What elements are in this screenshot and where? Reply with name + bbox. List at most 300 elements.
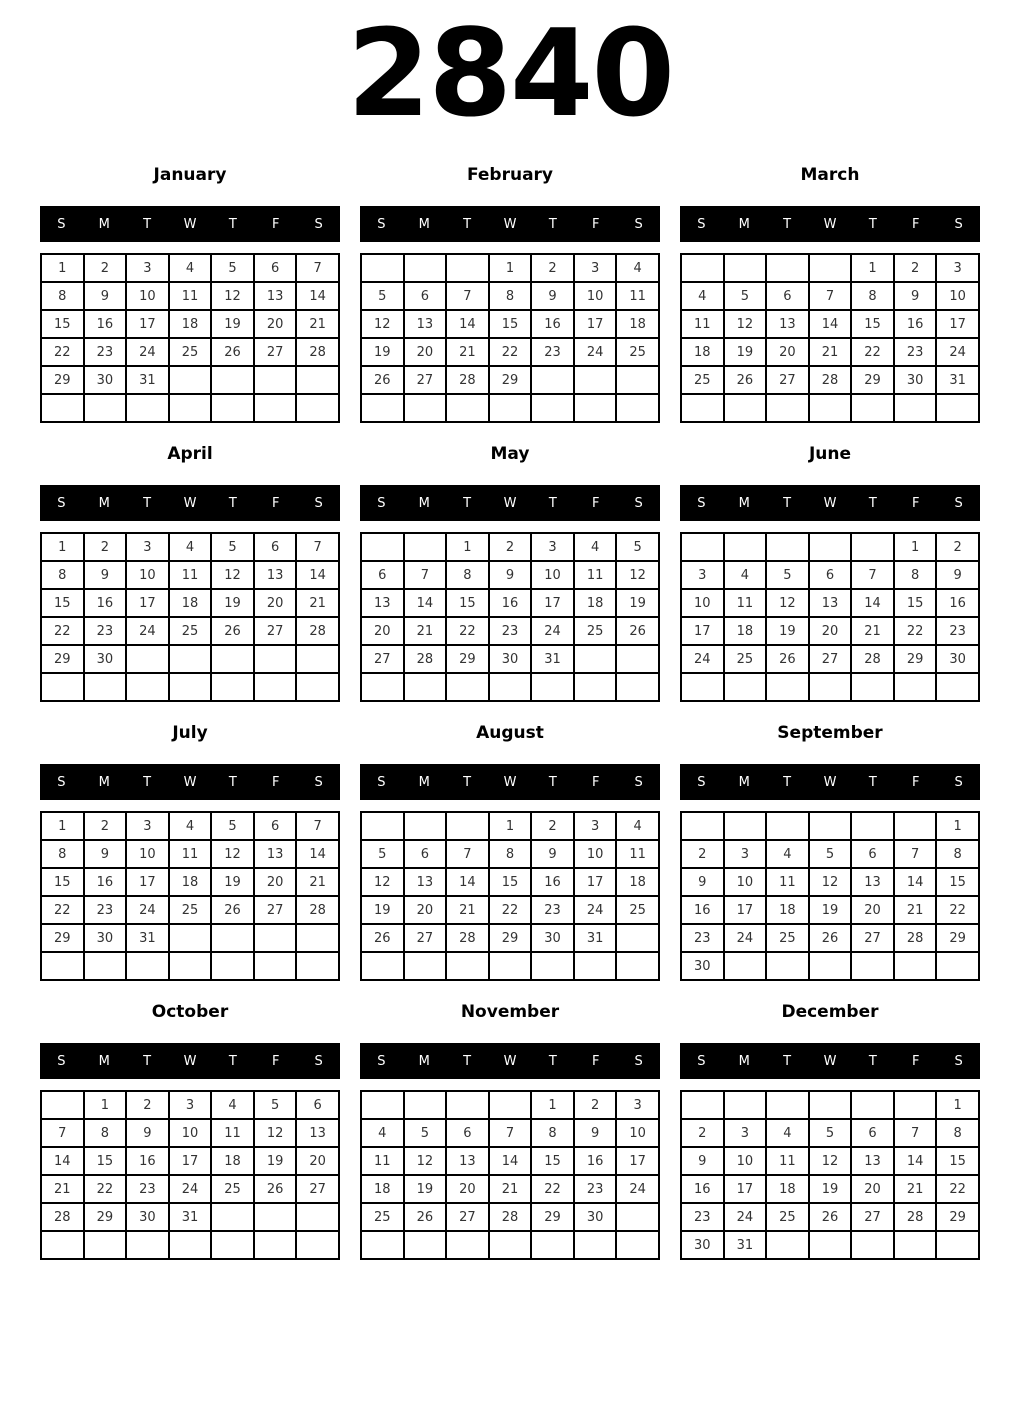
day-cell: 18 <box>766 896 809 924</box>
day-cell <box>211 1231 254 1259</box>
week-row <box>681 673 979 701</box>
day-cell: 13 <box>254 840 297 868</box>
day-cell: 23 <box>574 1175 617 1203</box>
day-cell: 30 <box>681 1231 724 1259</box>
week-row <box>41 533 339 561</box>
day-cell: 12 <box>254 1119 297 1147</box>
day-cell <box>169 366 212 394</box>
day-cell: 23 <box>84 338 127 366</box>
weekday-label: T <box>143 495 152 511</box>
day-cell: 25 <box>766 1203 809 1231</box>
weekday-label: T <box>143 774 152 790</box>
day-cell <box>574 673 617 701</box>
day-cell: 7 <box>446 282 489 310</box>
day-cell: 25 <box>574 617 617 645</box>
day-cell <box>616 952 659 980</box>
day-cell: 8 <box>41 561 84 589</box>
day-cell: 25 <box>616 896 659 924</box>
day-cell: 15 <box>936 1147 979 1175</box>
weekday-header <box>40 485 340 521</box>
day-cell <box>616 924 659 952</box>
day-cell: 13 <box>766 310 809 338</box>
month-title: August <box>476 723 544 743</box>
week-row <box>681 868 979 896</box>
weekday-label: F <box>271 1053 280 1069</box>
day-cell: 31 <box>126 924 169 952</box>
weekday-label: W <box>183 1053 197 1069</box>
day-cell <box>489 1231 532 1259</box>
month-grid <box>40 811 340 981</box>
week-row <box>681 366 979 394</box>
day-cell: 6 <box>851 840 894 868</box>
day-cell <box>254 924 297 952</box>
day-cell <box>766 533 809 561</box>
week-row <box>41 589 339 617</box>
day-cell: 31 <box>169 1203 212 1231</box>
weekday-label: M <box>738 216 750 232</box>
day-cell: 31 <box>574 924 617 952</box>
day-cell: 3 <box>126 812 169 840</box>
day-cell: 14 <box>894 868 937 896</box>
weekday-label: M <box>738 1053 750 1069</box>
day-cell: 24 <box>724 1203 767 1231</box>
day-cell: 16 <box>126 1147 169 1175</box>
day-cell <box>41 673 84 701</box>
day-cell: 22 <box>446 617 489 645</box>
day-cell: 22 <box>84 1175 127 1203</box>
weekday-label: S <box>697 1053 706 1069</box>
day-cell: 21 <box>404 617 447 645</box>
day-cell: 28 <box>894 1203 937 1231</box>
day-cell <box>211 924 254 952</box>
day-cell: 5 <box>254 1091 297 1119</box>
day-cell: 11 <box>361 1147 404 1175</box>
day-cell: 17 <box>531 589 574 617</box>
day-cell <box>404 533 447 561</box>
day-cell: 17 <box>724 896 767 924</box>
day-cell <box>894 1091 937 1119</box>
month-title: January <box>153 165 227 185</box>
day-cell <box>126 394 169 422</box>
week-row <box>41 1231 339 1259</box>
day-cell <box>84 1231 127 1259</box>
day-cell: 16 <box>489 589 532 617</box>
day-cell: 1 <box>894 533 937 561</box>
day-cell <box>851 1231 894 1259</box>
day-cell: 5 <box>766 561 809 589</box>
day-cell: 5 <box>361 840 404 868</box>
day-cell <box>296 952 339 980</box>
weekday-label: M <box>418 495 430 511</box>
day-cell: 2 <box>84 533 127 561</box>
day-cell: 4 <box>766 1119 809 1147</box>
day-cell <box>681 1091 724 1119</box>
day-cell: 28 <box>809 366 852 394</box>
day-cell: 8 <box>446 561 489 589</box>
weekday-label: S <box>314 216 323 232</box>
day-cell <box>41 394 84 422</box>
day-cell: 28 <box>894 924 937 952</box>
day-cell: 30 <box>894 366 937 394</box>
day-cell <box>126 1231 169 1259</box>
day-cell <box>446 952 489 980</box>
day-cell: 21 <box>894 896 937 924</box>
day-cell <box>809 533 852 561</box>
day-cell: 12 <box>211 561 254 589</box>
day-cell: 8 <box>489 840 532 868</box>
day-cell: 6 <box>851 1119 894 1147</box>
day-cell: 24 <box>126 338 169 366</box>
day-cell: 14 <box>894 1147 937 1175</box>
week-row <box>681 896 979 924</box>
day-cell: 5 <box>724 282 767 310</box>
day-cell: 26 <box>254 1175 297 1203</box>
day-cell <box>404 673 447 701</box>
day-cell: 9 <box>531 840 574 868</box>
day-cell: 2 <box>681 1119 724 1147</box>
day-cell <box>851 533 894 561</box>
day-cell <box>851 812 894 840</box>
day-cell: 29 <box>446 645 489 673</box>
day-cell: 1 <box>936 1091 979 1119</box>
weekday-label: T <box>228 1053 237 1069</box>
day-cell <box>616 394 659 422</box>
day-cell: 21 <box>809 338 852 366</box>
day-cell: 13 <box>809 589 852 617</box>
weekday-label: T <box>783 1053 792 1069</box>
weekday-label: S <box>697 216 706 232</box>
day-cell <box>766 812 809 840</box>
week-row <box>41 310 339 338</box>
week-row <box>681 1119 979 1147</box>
week-row <box>41 1147 339 1175</box>
day-cell: 6 <box>296 1091 339 1119</box>
day-cell: 15 <box>41 868 84 896</box>
day-cell: 9 <box>84 561 127 589</box>
month-december <box>680 1001 980 1260</box>
day-cell <box>489 673 532 701</box>
day-cell: 30 <box>531 924 574 952</box>
day-cell: 8 <box>531 1119 574 1147</box>
day-cell <box>531 673 574 701</box>
day-cell: 20 <box>851 1175 894 1203</box>
weekday-label: F <box>911 216 920 232</box>
week-row <box>361 254 659 282</box>
day-cell: 6 <box>254 533 297 561</box>
day-cell: 14 <box>809 310 852 338</box>
day-cell: 4 <box>616 254 659 282</box>
day-cell: 9 <box>681 868 724 896</box>
weekday-label: S <box>314 495 323 511</box>
day-cell <box>724 673 767 701</box>
week-row <box>681 645 979 673</box>
day-cell <box>531 394 574 422</box>
day-cell <box>809 254 852 282</box>
week-row <box>681 812 979 840</box>
day-cell <box>254 1203 297 1231</box>
day-cell: 9 <box>84 282 127 310</box>
weekday-label: F <box>591 774 600 790</box>
day-cell: 12 <box>766 589 809 617</box>
month-title: July <box>172 723 208 743</box>
day-cell: 11 <box>766 868 809 896</box>
day-cell: 23 <box>489 617 532 645</box>
day-cell: 1 <box>531 1091 574 1119</box>
day-cell: 3 <box>724 1119 767 1147</box>
day-cell <box>446 254 489 282</box>
day-cell <box>681 254 724 282</box>
day-cell <box>574 394 617 422</box>
day-cell: 21 <box>296 310 339 338</box>
day-cell: 18 <box>169 868 212 896</box>
day-cell: 27 <box>851 924 894 952</box>
week-row <box>681 1175 979 1203</box>
day-cell: 29 <box>41 924 84 952</box>
weekday-label: F <box>911 774 920 790</box>
day-cell: 29 <box>936 924 979 952</box>
day-cell: 16 <box>936 589 979 617</box>
day-cell: 17 <box>936 310 979 338</box>
weekday-label: S <box>634 1053 643 1069</box>
day-cell: 17 <box>681 617 724 645</box>
day-cell: 22 <box>851 338 894 366</box>
month-title: September <box>777 723 883 743</box>
weekday-label: W <box>503 495 517 511</box>
day-cell: 12 <box>404 1147 447 1175</box>
month-title: May <box>490 444 530 464</box>
weekday-label: M <box>98 1053 110 1069</box>
day-cell: 29 <box>41 645 84 673</box>
week-row <box>41 1119 339 1147</box>
day-cell: 18 <box>169 589 212 617</box>
day-cell <box>681 394 724 422</box>
day-cell: 2 <box>84 812 127 840</box>
day-cell: 26 <box>211 896 254 924</box>
day-cell: 17 <box>169 1147 212 1175</box>
day-cell: 26 <box>211 338 254 366</box>
day-cell <box>809 1231 852 1259</box>
week-row <box>41 840 339 868</box>
day-cell: 25 <box>616 338 659 366</box>
day-cell: 20 <box>766 338 809 366</box>
day-cell: 24 <box>574 338 617 366</box>
day-cell: 26 <box>404 1203 447 1231</box>
day-cell: 19 <box>724 338 767 366</box>
day-cell: 2 <box>894 254 937 282</box>
day-cell: 24 <box>936 338 979 366</box>
day-cell: 13 <box>404 310 447 338</box>
day-cell <box>574 366 617 394</box>
day-cell: 22 <box>41 896 84 924</box>
day-cell: 4 <box>361 1119 404 1147</box>
day-cell: 1 <box>84 1091 127 1119</box>
day-cell: 23 <box>531 338 574 366</box>
weekday-label: M <box>98 495 110 511</box>
day-cell <box>766 952 809 980</box>
weekday-header <box>360 764 660 800</box>
day-cell <box>724 394 767 422</box>
week-row <box>361 310 659 338</box>
day-cell <box>809 673 852 701</box>
day-cell: 9 <box>681 1147 724 1175</box>
weekday-label: T <box>463 495 472 511</box>
week-row <box>361 394 659 422</box>
day-cell <box>531 1231 574 1259</box>
weekday-label: T <box>463 774 472 790</box>
day-cell: 4 <box>766 840 809 868</box>
day-cell: 3 <box>574 812 617 840</box>
day-cell <box>894 1231 937 1259</box>
month-november <box>360 1001 660 1260</box>
week-row <box>681 1203 979 1231</box>
weekday-label: F <box>271 216 280 232</box>
day-cell: 23 <box>936 617 979 645</box>
month-grid <box>680 811 980 981</box>
day-cell: 28 <box>41 1203 84 1231</box>
day-cell: 10 <box>126 561 169 589</box>
day-cell: 15 <box>894 589 937 617</box>
week-row <box>41 617 339 645</box>
week-row <box>361 868 659 896</box>
day-cell: 17 <box>126 310 169 338</box>
day-cell: 22 <box>489 338 532 366</box>
day-cell: 6 <box>254 254 297 282</box>
day-cell <box>296 1203 339 1231</box>
day-cell <box>254 952 297 980</box>
week-row <box>361 952 659 980</box>
week-row <box>361 338 659 366</box>
day-cell: 15 <box>936 868 979 896</box>
week-row <box>681 840 979 868</box>
week-row <box>681 589 979 617</box>
day-cell: 3 <box>724 840 767 868</box>
month-grid <box>40 532 340 702</box>
weekday-header <box>680 206 980 242</box>
weekday-label: W <box>823 1053 837 1069</box>
day-cell <box>361 812 404 840</box>
day-cell: 12 <box>361 310 404 338</box>
day-cell: 23 <box>681 1203 724 1231</box>
day-cell: 15 <box>446 589 489 617</box>
day-cell: 13 <box>254 561 297 589</box>
weekday-header <box>40 764 340 800</box>
weekday-label: W <box>503 774 517 790</box>
day-cell: 3 <box>574 254 617 282</box>
weekday-label: S <box>954 1053 963 1069</box>
day-cell: 16 <box>531 868 574 896</box>
day-cell <box>809 812 852 840</box>
day-cell: 7 <box>851 561 894 589</box>
day-cell: 19 <box>361 338 404 366</box>
day-cell <box>446 1091 489 1119</box>
day-cell <box>361 1231 404 1259</box>
day-cell <box>809 952 852 980</box>
weekday-label: T <box>868 495 877 511</box>
weekday-label: T <box>868 1053 877 1069</box>
week-row <box>41 1091 339 1119</box>
month-january <box>40 164 340 423</box>
weekday-label: S <box>57 774 66 790</box>
day-cell: 14 <box>41 1147 84 1175</box>
day-cell <box>169 952 212 980</box>
week-row <box>361 673 659 701</box>
day-cell: 22 <box>41 617 84 645</box>
month-may <box>360 443 660 702</box>
day-cell <box>809 1091 852 1119</box>
day-cell: 19 <box>809 896 852 924</box>
day-cell: 10 <box>936 282 979 310</box>
day-cell <box>894 812 937 840</box>
day-cell: 3 <box>616 1091 659 1119</box>
day-cell: 31 <box>531 645 574 673</box>
day-cell: 5 <box>616 533 659 561</box>
day-cell: 26 <box>616 617 659 645</box>
day-cell <box>211 394 254 422</box>
day-cell: 16 <box>681 1175 724 1203</box>
day-cell <box>296 366 339 394</box>
week-row <box>41 366 339 394</box>
day-cell: 14 <box>446 310 489 338</box>
day-cell: 16 <box>84 868 127 896</box>
day-cell: 18 <box>169 310 212 338</box>
day-cell: 19 <box>211 868 254 896</box>
day-cell: 25 <box>766 924 809 952</box>
weekday-label: M <box>98 774 110 790</box>
weekday-label: T <box>548 774 557 790</box>
day-cell: 4 <box>169 812 212 840</box>
day-cell: 26 <box>724 366 767 394</box>
day-cell: 17 <box>724 1175 767 1203</box>
day-cell <box>936 673 979 701</box>
day-cell: 20 <box>404 338 447 366</box>
day-cell: 1 <box>41 254 84 282</box>
day-cell <box>211 366 254 394</box>
day-cell: 12 <box>724 310 767 338</box>
day-cell: 29 <box>851 366 894 394</box>
day-cell <box>574 1231 617 1259</box>
week-row <box>681 338 979 366</box>
day-cell: 10 <box>724 1147 767 1175</box>
day-cell: 7 <box>296 533 339 561</box>
week-row <box>681 1091 979 1119</box>
day-cell <box>574 645 617 673</box>
day-cell <box>616 1203 659 1231</box>
day-cell: 4 <box>169 533 212 561</box>
day-cell: 19 <box>766 617 809 645</box>
day-cell: 4 <box>724 561 767 589</box>
day-cell: 28 <box>296 338 339 366</box>
day-cell: 29 <box>489 924 532 952</box>
day-cell: 28 <box>446 366 489 394</box>
day-cell: 15 <box>84 1147 127 1175</box>
day-cell: 11 <box>169 840 212 868</box>
weekday-label: S <box>377 774 386 790</box>
day-cell <box>766 254 809 282</box>
day-cell <box>254 366 297 394</box>
day-cell: 29 <box>894 645 937 673</box>
day-cell: 29 <box>936 1203 979 1231</box>
week-row <box>681 617 979 645</box>
day-cell: 8 <box>41 840 84 868</box>
day-cell: 25 <box>169 896 212 924</box>
weekday-header <box>680 485 980 521</box>
day-cell: 14 <box>446 868 489 896</box>
day-cell: 11 <box>681 310 724 338</box>
day-cell <box>936 952 979 980</box>
day-cell: 2 <box>126 1091 169 1119</box>
day-cell: 12 <box>616 561 659 589</box>
day-cell: 18 <box>616 310 659 338</box>
